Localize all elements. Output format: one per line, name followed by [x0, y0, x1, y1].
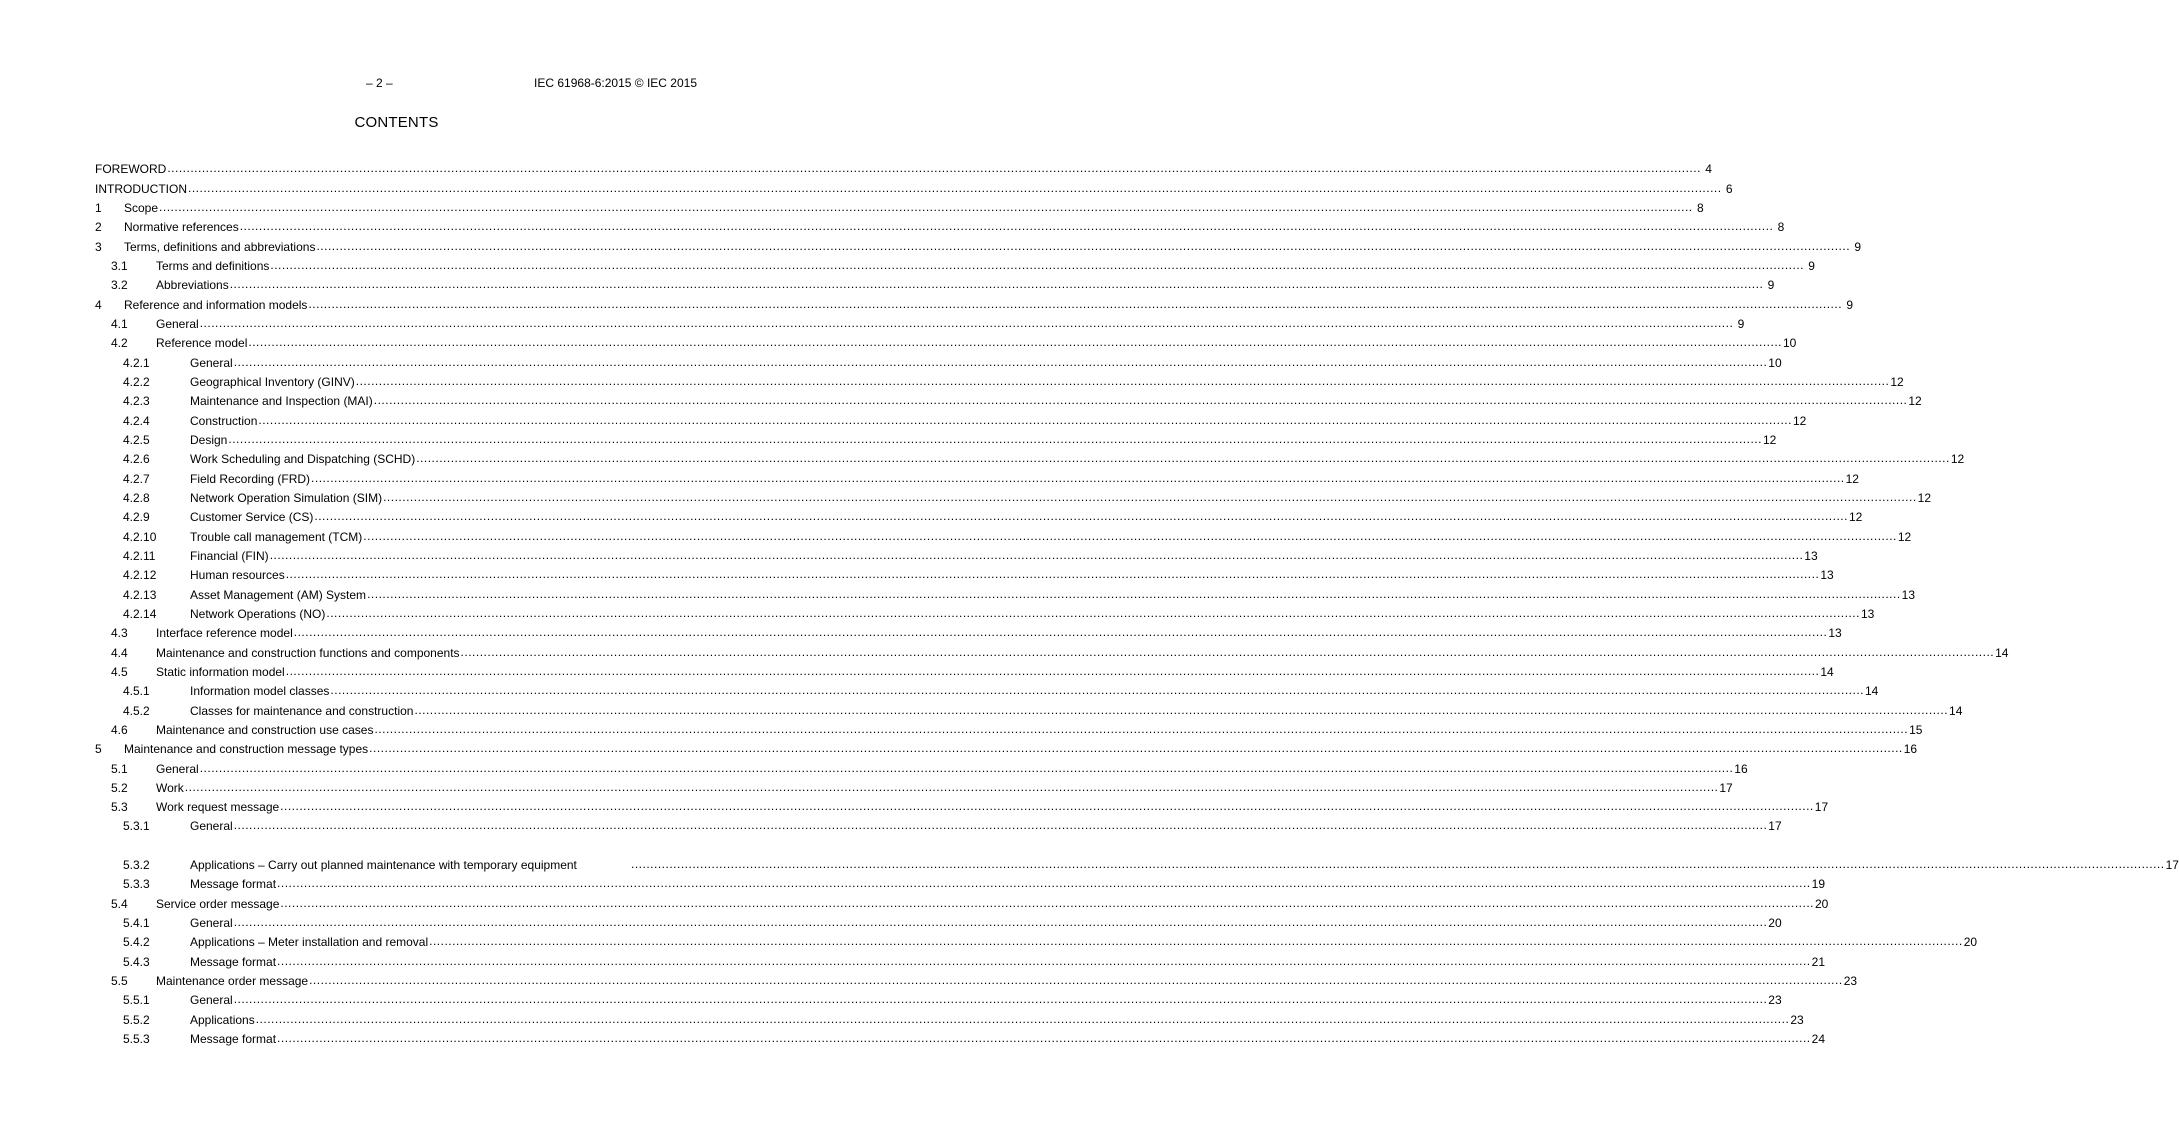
- toc-entry[interactable]: [95, 254, 1815, 273]
- toc-dot-leader: ................................................................................................................................................................................................................................................................................................................................................................................................................: [374, 721, 1909, 736]
- toc-entry-title: Asset Management (AM) System: [190, 587, 367, 602]
- toc-entry[interactable]: [95, 428, 1777, 447]
- toc-entry-title: Classes for maintenance and construction: [190, 703, 414, 718]
- toc-dot-leader: ................................................................................................................................................................................................................................................................................................................................................................................................................: [373, 393, 1908, 408]
- toc-entry-page: 23: [1843, 974, 1858, 989]
- toc-dot-leader: ................................................................................................................................................................................................................................................................................................................................................................................................................: [229, 277, 1764, 292]
- toc-entry-page: 10: [1782, 336, 1797, 351]
- toc-entry-number: 4.4: [111, 645, 128, 660]
- toc-entry-number: 5.5.1: [123, 993, 150, 1008]
- toc-entry-title: General: [156, 316, 199, 331]
- toc-entry[interactable]: [95, 273, 1775, 293]
- toc-entry-title: Applications – Carry out planned maintenance with temporary equipment: [190, 858, 577, 873]
- toc-entry-page: 9: [1846, 297, 1854, 312]
- toc-entry-title: Terms, definitions and abbreviations: [124, 239, 316, 254]
- toc-entry-number: 4.5: [111, 664, 128, 679]
- toc-dot-leader: ................................................................................................................................................................................................................................................................................................................................................................................................................: [184, 779, 1719, 794]
- toc-entry-page: 17: [2165, 858, 2179, 873]
- toc-entry-number: 4.2.10: [123, 529, 157, 544]
- toc-entry-title: Work request message: [156, 800, 280, 815]
- toc-dot-leader: ................................................................................................................................................................................................................................................................................................................................................................................................................: [311, 470, 1845, 485]
- toc-dot-leader: ................................................................................................................................................................................................................................................................................................................................................................................................................: [285, 567, 1820, 582]
- toc-entry-page: 17: [1719, 780, 1733, 795]
- toc-entry[interactable]: [95, 660, 1834, 679]
- toc-entry-title: Network Operations (NO): [190, 606, 326, 621]
- toc-entry[interactable]: [95, 524, 1912, 544]
- toc-entry-number: 5.4.2: [123, 935, 150, 950]
- toc-entry-title: Maintenance and construction message types: [124, 742, 369, 757]
- table-of-contents: [95, 157, 2179, 1047]
- toc-entry[interactable]: [95, 988, 1782, 1008]
- toc-entry-page: 13: [1820, 568, 1834, 583]
- toc-dot-leader: ................................................................................................................................................................................................................................................................................................................................................................................................................: [233, 992, 1768, 1007]
- toc-dot-leader: ................................................................................................................................................................................................................................................................................................................................................................................................................: [367, 586, 1901, 601]
- toc-entry[interactable]: [95, 930, 1978, 950]
- toc-entry-number: 4.2.7: [123, 471, 150, 486]
- toc-entry-title: Geographical Inventory (GINV): [190, 374, 355, 389]
- toc-entry-page: 16: [1903, 742, 1918, 757]
- toc-entry-title: Service order message: [156, 896, 280, 911]
- toc-dot-leader: ................................................................................................................................................................................................................................................................................................................................................................................................................: [269, 547, 1804, 562]
- toc-entry-page: 9: [1767, 278, 1775, 293]
- toc-entry[interactable]: [95, 331, 1797, 351]
- toc-entry[interactable]: [95, 389, 1922, 409]
- toc-entry-page: 13: [1901, 587, 1916, 602]
- toc-entry-title: Work Scheduling and Dispatching (SCHD): [190, 452, 416, 467]
- toc-entry[interactable]: [95, 969, 1858, 989]
- toc-entry-title: Message format: [190, 1032, 277, 1047]
- toc-entry-page: 8: [1696, 200, 1704, 215]
- toc-entry-number: 4.2.13: [123, 587, 157, 602]
- toc-entry[interactable]: [95, 679, 1879, 699]
- toc-entry-number: 4.2.1: [123, 355, 150, 370]
- toc-entry-title: Maintenance and construction use cases: [156, 722, 374, 737]
- toc-entry-title: INTRODUCTION: [95, 181, 187, 196]
- toc-dot-leader: ................................................................................................................................................................................................................................................................................................................................................................................................................: [314, 509, 1848, 524]
- toc-dot-leader: ................................................................................................................................................................................................................................................................................................................................................................................................................: [293, 625, 1828, 640]
- toc-dot-leader: ................................................................................................................................................................................................................................................................................................................................................................................................................: [167, 161, 1701, 176]
- toc-dot-leader: ................................................................................................................................................................................................................................................................................................................................................................................................................: [277, 953, 1811, 968]
- toc-entry-page: 21: [1811, 954, 1825, 969]
- toc-dot-leader: ................................................................................................................................................................................................................................................................................................................................................................................................................: [159, 199, 1693, 214]
- toc-entry[interactable]: [95, 196, 1704, 215]
- toc-dot-leader: ................................................................................................................................................................................................................................................................................................................................................................................................................: [228, 431, 1762, 446]
- toc-entry[interactable]: [95, 234, 1862, 254]
- toc-entry-title: Work: [156, 780, 184, 795]
- toc-entry-number: 4.5.2: [123, 703, 150, 718]
- toc-entry-page: 9: [1737, 316, 1745, 331]
- toc-entry[interactable]: [95, 157, 1712, 177]
- toc-entry[interactable]: [95, 292, 1854, 312]
- toc-dot-leader: ................................................................................................................................................................................................................................................................................................................................................................................................................: [326, 605, 1860, 620]
- toc-entry-number: 4.3: [111, 626, 128, 641]
- toc-dot-leader: ................................................................................................................................................................................................................................................................................................................................................................................................................: [258, 412, 1792, 427]
- toc-dot-leader: ................................................................................................................................................................................................................................................................................................................................................................................................................: [255, 1011, 1790, 1026]
- toc-entry-page: 12: [1762, 432, 1777, 447]
- toc-dot-leader: ................................................................................................................................................................................................................................................................................................................................................................................................................: [383, 489, 1917, 504]
- toc-entry-page: 17: [1768, 819, 1782, 834]
- toc-entry-number: 5.3.3: [123, 877, 150, 892]
- toc-entry-title: Maintenance and Inspection (MAI): [190, 394, 373, 409]
- toc-entry-title: Human resources: [190, 568, 285, 583]
- toc-entry-page: 16: [1734, 761, 1748, 776]
- toc-entry[interactable]: [95, 505, 1863, 525]
- toc-entry-page: 9: [1808, 258, 1815, 273]
- toc-entry-number: 4.2: [111, 336, 128, 351]
- toc-dot-leader: ................................................................................................................................................................................................................................................................................................................................................................................................................: [308, 296, 1843, 311]
- page-title: CONTENTS: [354, 114, 439, 131]
- toc-entry-page: 23: [1790, 1012, 1804, 1027]
- toc-entry-title: Trouble call management (TCM): [190, 529, 363, 544]
- toc-entry-title: Network Operation Simulation (SIM): [190, 490, 383, 505]
- toc-entry[interactable]: [95, 176, 1733, 196]
- toc-entry-page: 12: [1897, 529, 1912, 544]
- toc-entry-title: Design: [190, 432, 228, 447]
- toc-entry-page: 4: [1705, 162, 1712, 177]
- toc-entry[interactable]: [95, 544, 1818, 563]
- toc-dot-leader: ................................................................................................................................................................................................................................................................................................................................................................................................................: [233, 818, 1768, 833]
- toc-entry[interactable]: [95, 911, 1782, 931]
- toc-entry-number: 5.4: [111, 896, 128, 911]
- toc-entry-title: Financial (FIN): [190, 548, 269, 563]
- toc-entry[interactable]: [95, 891, 1829, 911]
- toc-dot-leader: ................................................................................................................................................................................................................................................................................................................................................................................................................: [233, 915, 1768, 930]
- toc-entry-number: 5.5.3: [123, 1032, 150, 1047]
- toc-entry-number: 4.2.4: [123, 413, 150, 428]
- toc-entry-title: General: [190, 355, 233, 370]
- toc-entry[interactable]: [95, 698, 1963, 718]
- toc-entry-number: 4.2.14: [123, 606, 157, 621]
- toc-entry-number: 4.2.3: [123, 394, 150, 409]
- toc-entry-page: 12: [1845, 471, 1859, 486]
- toc-entry-number: 3.1: [111, 258, 128, 273]
- toc-entry-number: 4.2.11: [123, 548, 156, 563]
- toc-entry-title: Maintenance order message: [156, 974, 309, 989]
- toc-entry-page: 10: [1768, 355, 1782, 370]
- toc-dot-leader: ................................................................................................................................................................................................................................................................................................................................................................................................................: [369, 741, 1903, 756]
- toc-dot-leader: ................................................................................................................................................................................................................................................................................................................................................................................................................: [248, 335, 1782, 350]
- toc-entry-number: 5.5: [111, 974, 128, 989]
- page-header: [0, 76, 793, 94]
- toc-entry-page: 12: [1890, 374, 1904, 389]
- toc-entry-title: Static information model: [156, 664, 285, 679]
- toc-entry-title: Construction: [190, 413, 258, 428]
- toc-entry[interactable]: [95, 1007, 1804, 1027]
- toc-entry-number: 4.6: [111, 722, 128, 737]
- toc-entry-number: 5.4.3: [123, 954, 150, 969]
- toc-entry-number: 4.2.2: [123, 374, 150, 389]
- toc-entry[interactable]: [95, 795, 1829, 815]
- toc-entry-number: 4.2.9: [123, 510, 150, 525]
- toc-entry-title: Reference and information models: [124, 297, 308, 312]
- toc-dot-leader: ................................................................................................................................................................................................................................................................................................................................................................................................................: [416, 451, 1950, 466]
- toc-dot-leader: ................................................................................................................................................................................................................................................................................................................................................................................................................: [239, 219, 1774, 234]
- toc-entry-page: 14: [1995, 645, 2009, 660]
- toc-entry-page: 20: [1814, 896, 1829, 911]
- toc-entry-number: 5.4.1: [123, 916, 150, 931]
- toc-dot-leader: ................................................................................................................................................................................................................................................................................................................................................................................................................: [270, 257, 1804, 272]
- toc-dot-leader: ................................................................................................................................................................................................................................................................................................................................................................................................................: [460, 644, 1995, 659]
- toc-entry-number: 5.2: [111, 780, 128, 795]
- toc-entry-number: 5.3: [111, 800, 128, 815]
- toc-entry-page: 6: [1725, 181, 1733, 196]
- toc-entry-title: Scope: [124, 200, 159, 215]
- toc-entry-page: 13: [1860, 606, 1875, 621]
- page-number: – 2 –: [366, 76, 393, 90]
- toc-entry-title: Information model classes: [190, 684, 330, 699]
- toc-entry-page: 12: [1848, 510, 1863, 525]
- toc-dot-leader: ................................................................................................................................................................................................................................................................................................................................................................................................................: [233, 354, 1768, 369]
- toc-entry-title: Customer Service (CS): [190, 510, 314, 525]
- toc-dot-leader: ................................................................................................................................................................................................................................................................................................................................................................................................................: [280, 799, 1814, 814]
- toc-entry[interactable]: [95, 563, 1834, 583]
- toc-entry[interactable]: [95, 872, 1825, 892]
- toc-entry-number: 5.1: [111, 761, 128, 776]
- toc-entry-title: Applications: [190, 1012, 255, 1027]
- toc-entry-page: 20: [1768, 916, 1782, 931]
- toc-dot-leader: ................................................................................................................................................................................................................................................................................................................................................................................................................: [414, 702, 1949, 717]
- toc-entry[interactable]: [95, 447, 1965, 467]
- toc-entry-title: Interface reference model: [156, 626, 293, 641]
- toc-entry[interactable]: [95, 350, 1782, 370]
- toc-entry-title: FOREWORD: [95, 162, 167, 177]
- toc-dot-leader: ................................................................................................................................................................................................................................................................................................................................................................................................................: [199, 760, 1734, 775]
- toc-entry[interactable]: [95, 370, 1904, 389]
- toc-dot-leader: ................................................................................................................................................................................................................................................................................................................................................................................................................: [330, 683, 1864, 698]
- toc-entry-title: General: [156, 761, 199, 776]
- toc-entry-page: 14: [1949, 703, 1963, 718]
- toc-entry-page: 20: [1963, 935, 1978, 950]
- toc-entry[interactable]: [95, 408, 1807, 428]
- toc-entry-title: Reference model: [156, 336, 248, 351]
- toc-entry-title: General: [190, 993, 233, 1008]
- toc-entry-title: Applications – Meter installation and removal: [190, 935, 429, 950]
- toc-entry-page: 12: [1950, 452, 1965, 467]
- toc-dot-leader: ................................................................................................................................................................................................................................................................................................................................................................................................................: [363, 528, 1897, 543]
- toc-dot-leader: ................................................................................................................................................................................................................................................................................................................................................................................................................: [199, 315, 1734, 330]
- toc-entry[interactable]: [95, 312, 1745, 331]
- toc-entry-title: Normative references: [124, 220, 239, 235]
- toc-entry-page: 14: [1865, 684, 1879, 699]
- toc-entry-page: 15: [1909, 722, 1923, 737]
- toc-entry[interactable]: [95, 756, 1748, 776]
- toc-dot-leader: ................................................................................................................................................................................................................................................................................................................................................................................................................: [280, 895, 1814, 910]
- toc-entry[interactable]: [95, 582, 1916, 602]
- toc-entry-page: 12: [1792, 413, 1807, 428]
- toc-entry[interactable]: [95, 718, 1923, 737]
- toc-entry-page: 13: [1828, 626, 1842, 641]
- toc-entry-number: 4.2.6: [123, 452, 150, 467]
- toc-entry[interactable]: [95, 621, 1842, 641]
- toc-entry-number: 4.1: [111, 316, 128, 331]
- toc-entry[interactable]: [95, 949, 1825, 969]
- toc-entry[interactable]: [95, 466, 1859, 486]
- toc-entry-number: 4.2.5: [123, 432, 150, 447]
- toc-entry-title: Abbreviations: [156, 278, 229, 293]
- toc-dot-leader: ................................................................................................................................................................................................................................................................................................................................................................................................................: [309, 973, 1843, 988]
- toc-entry-page: 14: [1820, 664, 1834, 679]
- toc-entry-number: 4.2.12: [123, 568, 157, 583]
- toc-entry-page: 9: [1854, 239, 1862, 254]
- toc-entry-page: 19: [1811, 877, 1825, 892]
- toc-entry-title: Message format: [190, 877, 277, 892]
- toc-dot-leader: ................................................................................................................................................................................................................................................................................................................................................................................................................: [316, 238, 1851, 253]
- toc-entry-page: 12: [1908, 394, 1922, 409]
- toc-dot-leader: ................................................................................................................................................................................................................................................................................................................................................................................................................: [631, 857, 2165, 872]
- toc-dot-leader: ................................................................................................................................................................................................................................................................................................................................................................................................................: [188, 180, 1722, 195]
- toc-entry-title: Maintenance and construction functions and components: [156, 645, 460, 660]
- toc-entry-title: General: [190, 916, 233, 931]
- toc-entry[interactable]: [95, 215, 1785, 235]
- toc-entry-number: 5: [95, 742, 102, 757]
- toc-dot-leader: ................................................................................................................................................................................................................................................................................................................................................................................................................: [355, 373, 1890, 388]
- toc-entry-number: 3.2: [111, 278, 128, 293]
- toc-entry-number: 5.5.2: [123, 1012, 150, 1027]
- toc-entry-page: 13: [1804, 548, 1818, 563]
- toc-entry[interactable]: [95, 814, 1782, 834]
- toc-dot-leader: ................................................................................................................................................................................................................................................................................................................................................................................................................: [277, 1031, 1811, 1046]
- toc-entry-title: General: [190, 819, 233, 834]
- toc-entry-number: 4: [95, 297, 102, 312]
- toc-entry[interactable]: [95, 833, 2179, 873]
- toc-dot-leader: ................................................................................................................................................................................................................................................................................................................................................................................................................: [429, 934, 1963, 949]
- toc-entry-number: 3: [95, 239, 102, 254]
- toc-entry-number: 1: [95, 200, 102, 215]
- toc-entry-page: 23: [1768, 993, 1782, 1008]
- toc-entry-number: 4.5.1: [123, 684, 150, 699]
- toc-entry[interactable]: [95, 1027, 1825, 1047]
- toc-entry[interactable]: [95, 602, 1875, 621]
- toc-entry-page: 12: [1917, 490, 1932, 505]
- toc-entry-number: 5.3.2: [123, 858, 150, 873]
- toc-entry[interactable]: [95, 486, 1932, 505]
- standard-reference: IEC 61968-6:2015 © IEC 2015: [534, 76, 697, 90]
- toc-entry[interactable]: [95, 737, 1918, 757]
- toc-dot-leader: ................................................................................................................................................................................................................................................................................................................................................................................................................: [285, 663, 1820, 678]
- toc-entry[interactable]: [95, 776, 1733, 795]
- toc-entry-number: 2: [95, 220, 102, 235]
- toc-entry-number: 4.2.8: [123, 490, 150, 505]
- toc-entry-page: 24: [1811, 1032, 1825, 1047]
- toc-entry[interactable]: [95, 640, 2009, 660]
- toc-entry-title: Field Recording (FRD): [190, 471, 311, 486]
- toc-entry-title: Terms and definitions: [156, 258, 270, 273]
- toc-entry-title: Message format: [190, 954, 277, 969]
- toc-entry-page: 8: [1777, 220, 1785, 235]
- toc-dot-leader: ................................................................................................................................................................................................................................................................................................................................................................................................................: [277, 876, 1811, 891]
- toc-entry-page: 17: [1814, 800, 1829, 815]
- toc-entry-number: 5.3.1: [123, 819, 150, 834]
